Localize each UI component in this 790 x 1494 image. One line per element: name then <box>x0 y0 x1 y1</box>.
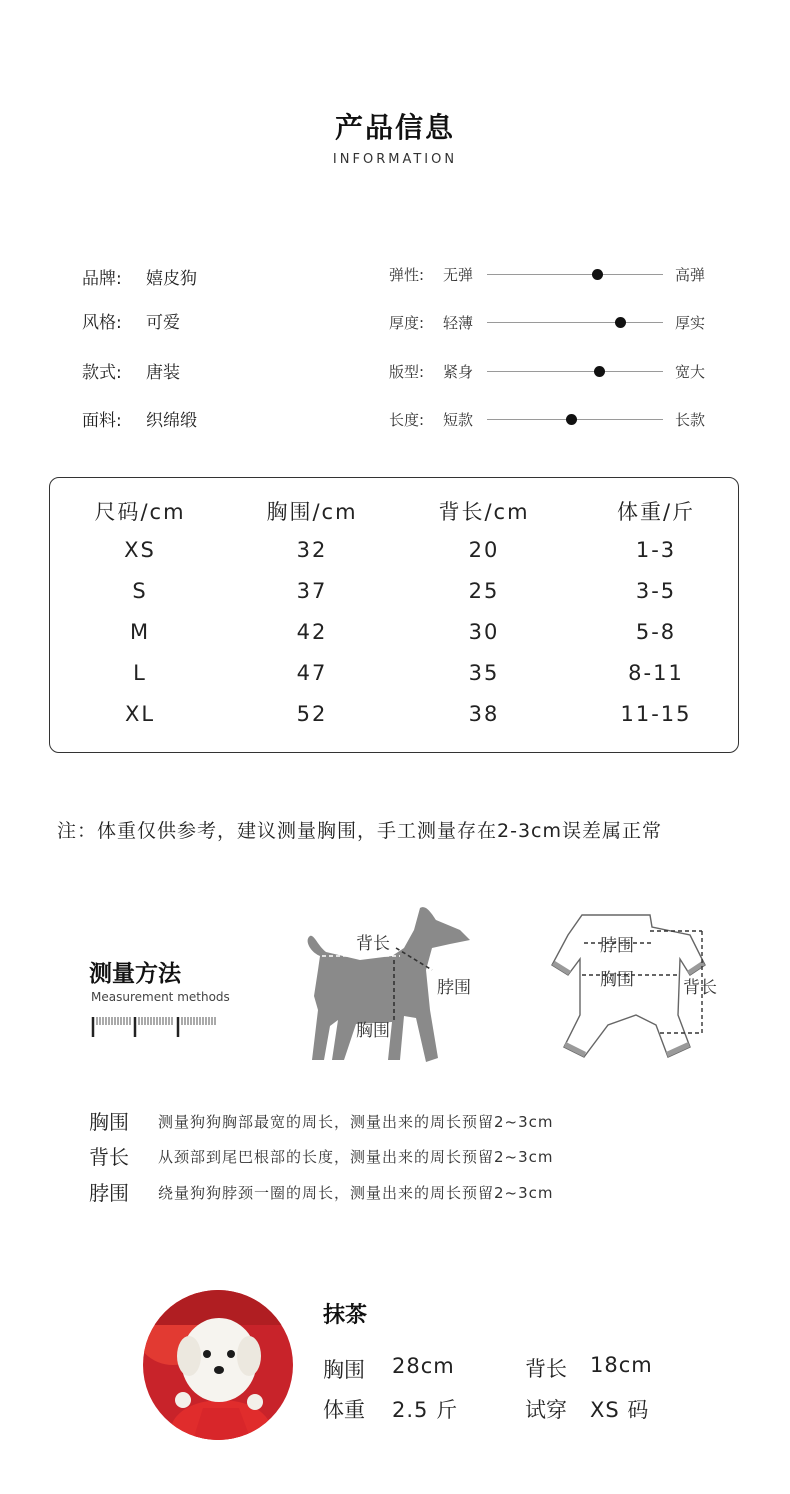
size-cell: 47 <box>296 661 328 685</box>
scale-thickness-label: 厚度: <box>389 314 425 332</box>
scale-fit-dot <box>594 366 605 377</box>
size-header-chest: 胸围/cm <box>266 500 358 524</box>
measure-title: 测量方法 <box>89 961 181 987</box>
def-back-term: 背长 <box>89 1145 129 1169</box>
attr-fabric <box>82 406 197 431</box>
def-neck-term: 脖围 <box>89 1181 129 1205</box>
def-chest-term: 胸围 <box>89 1110 129 1134</box>
scale-thickness-low: 轻薄 <box>443 314 474 332</box>
attr-style <box>82 308 180 333</box>
shirt-chest-label: 胸围 <box>600 970 634 990</box>
scale-length-high: 长款 <box>675 411 706 429</box>
attr-brand-value: 嬉皮狗 <box>146 269 197 289</box>
model-chest-label: 胸围 <box>323 1358 365 1382</box>
size-header-size: 尺码/cm <box>94 500 186 524</box>
dog-chest-label: 胸围 <box>356 1021 390 1041</box>
attr-type-value: 唐装 <box>146 363 180 383</box>
scale-fit-low: 紧身 <box>443 363 474 381</box>
size-cell: M <box>129 620 151 644</box>
size-cell: 3-5 <box>635 579 677 603</box>
model-back-value: 18cm <box>590 1353 653 1377</box>
def-chest-desc: 测量狗狗胸部最宽的周长，测量出来的周长预留2~3cm <box>158 1113 554 1131</box>
model-weight-label: 体重 <box>323 1398 365 1422</box>
attr-style-label: 风格: <box>82 313 122 333</box>
scale-fit-label: 版型: <box>389 363 425 381</box>
size-cell: 52 <box>296 702 328 726</box>
size-cell: 8-11 <box>628 661 684 685</box>
attr-type-label: 款式: <box>82 363 122 383</box>
size-cell: 25 <box>468 579 500 603</box>
ruler-icon <box>91 1015 221 1039</box>
size-note: 注：体重仅供参考，建议测量胸围，手工测量存在2-3cm误差属正常 <box>57 820 662 842</box>
attr-style-value: 可爱 <box>146 313 180 333</box>
size-cell: 30 <box>468 620 500 644</box>
size-cell: 37 <box>296 579 328 603</box>
model-fit-label: 试穿 <box>525 1398 567 1422</box>
size-cell: 1-3 <box>635 538 677 562</box>
attr-fabric-label: 面料: <box>82 411 122 431</box>
scale-elasticity-track <box>487 274 663 275</box>
size-cell: S <box>132 579 148 603</box>
shirt-neck-label: 脖围 <box>600 936 634 956</box>
def-neck-desc: 绕量狗狗脖颈一圈的周长，测量出来的周长预留2~3cm <box>158 1184 554 1202</box>
scale-fit-track <box>487 371 663 372</box>
scale-elasticity-high: 高弹 <box>675 266 706 284</box>
page-subtitle: INFORMATION <box>332 152 458 167</box>
size-cell: L <box>133 661 147 685</box>
size-cell: 38 <box>468 702 500 726</box>
scale-elasticity-label: 弹性: <box>389 266 425 284</box>
model-name: 抹茶 <box>323 1303 368 1328</box>
def-back-desc: 从颈部到尾巴根部的长度，测量出来的周长预留2~3cm <box>158 1148 554 1166</box>
scale-elasticity-low: 无弹 <box>443 266 474 284</box>
page-title: 产品信息 <box>334 111 455 144</box>
size-cell: 42 <box>296 620 328 644</box>
size-cell: XL <box>124 702 156 726</box>
model-fit-value: XS 码 <box>590 1398 650 1422</box>
attr-brand <box>82 264 197 289</box>
size-cell: 20 <box>468 538 500 562</box>
model-back-label: 背长 <box>525 1357 567 1381</box>
scale-elasticity-dot <box>592 269 603 280</box>
size-header-back: 背长/cm <box>438 500 530 524</box>
attr-brand-label: 品牌: <box>82 269 122 289</box>
model-weight-value: 2.5 斤 <box>392 1398 459 1422</box>
model-chest-value: 28cm <box>392 1354 455 1378</box>
size-cell: 32 <box>296 538 328 562</box>
scale-length-dot <box>566 414 577 425</box>
size-cell: XS <box>124 538 156 562</box>
scale-thickness-dot <box>615 317 626 328</box>
scale-length-label: 长度: <box>389 411 425 429</box>
size-cell: 5-8 <box>635 620 677 644</box>
scale-fit-high: 宽大 <box>675 363 706 381</box>
size-cell: 11-15 <box>620 702 692 726</box>
attr-type <box>82 358 180 383</box>
measure-subtitle: Measurement methods <box>91 990 230 1004</box>
size-header-weight: 体重/斤 <box>616 500 696 524</box>
size-table <box>49 477 739 753</box>
scale-length-track <box>487 419 663 420</box>
shirt-back-label: 背长 <box>683 978 717 998</box>
scale-length-low: 短款 <box>443 411 474 429</box>
scale-thickness-track <box>487 322 663 323</box>
attr-fabric-value: 织绵缎 <box>146 411 197 431</box>
model-photo <box>143 1290 293 1440</box>
dog-back-label: 背长 <box>356 934 390 954</box>
size-cell: 35 <box>468 661 500 685</box>
scale-thickness-high: 厚实 <box>675 314 706 332</box>
dog-neck-label: 脖围 <box>437 978 471 998</box>
